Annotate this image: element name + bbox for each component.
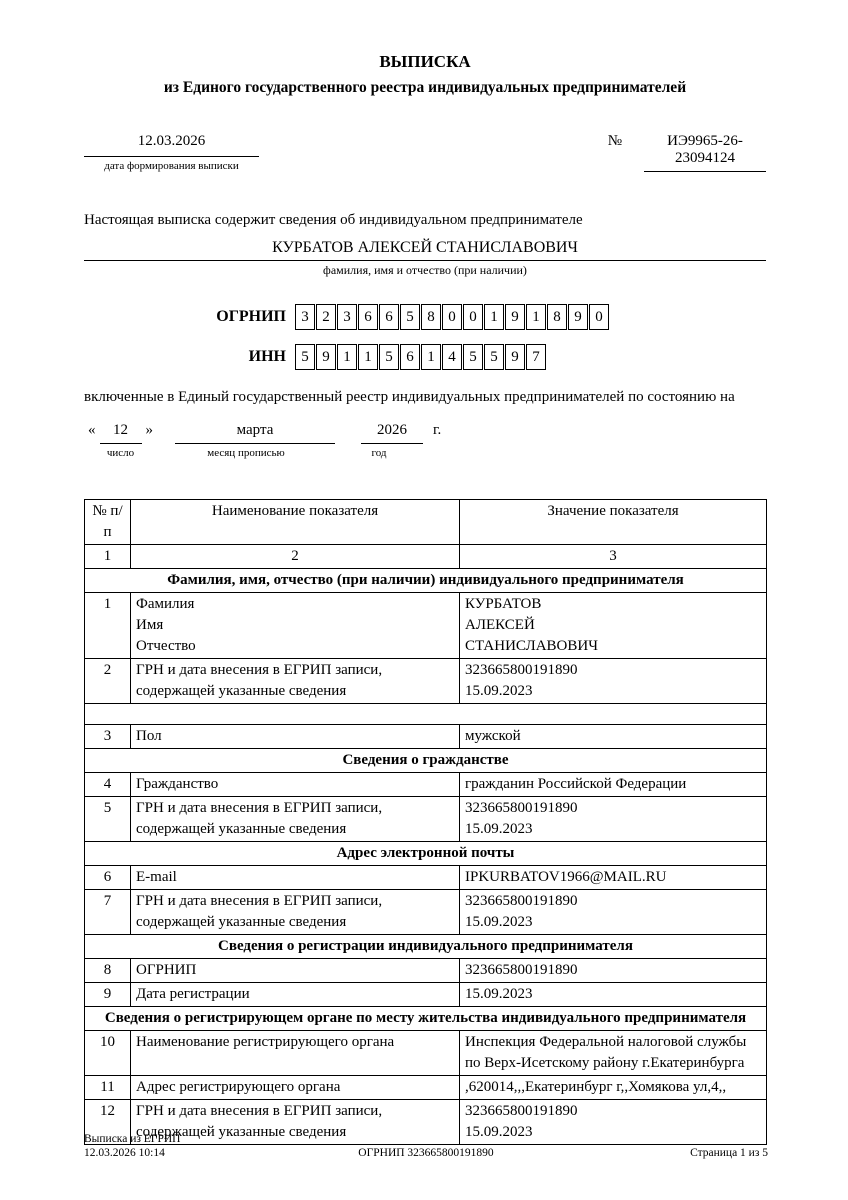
row-number: 9: [85, 983, 131, 1007]
month-value: марта: [175, 422, 335, 444]
extract-number-block: [608, 133, 766, 172]
indicator-name: ГРН и дата внесения в ЕГРИП записи, содержащей указанные сведения: [131, 890, 460, 935]
row-number: 8: [85, 959, 131, 983]
ogrnip-digit-cell: 1: [484, 304, 504, 330]
section-title: Адрес электронной почты: [85, 842, 767, 866]
table-row: [85, 797, 767, 842]
indicator-name: Дата регистрации: [131, 983, 460, 1007]
spacer-cell: [85, 704, 767, 725]
ogrnip-digit-boxes: [295, 304, 610, 330]
table-row: [85, 1031, 767, 1076]
quote-open: «: [88, 422, 96, 438]
indicator-value: 323665800191890 15.09.2023: [460, 659, 767, 704]
inn-digit-cell: 5: [484, 344, 504, 370]
year-value: 2026: [361, 422, 423, 444]
indicator-name: ГРН и дата внесения в ЕГРИП записи, содержащей указанные сведения: [131, 1100, 460, 1145]
row-number: 3: [85, 725, 131, 749]
inn-digit-cell: 5: [463, 344, 483, 370]
indicator-name: E-mail: [131, 866, 460, 890]
row-number: 1: [85, 593, 131, 659]
row-number: 2: [85, 659, 131, 704]
table-row: [85, 983, 767, 1007]
footer-page-number: Страница 1 из 5: [690, 1147, 768, 1160]
indicator-value: 323665800191890 15.09.2023: [460, 1100, 767, 1145]
ogrnip-digit-cell: 1: [526, 304, 546, 330]
indicator-value: мужской: [460, 725, 767, 749]
month-group: [157, 422, 335, 459]
indicator-value: 323665800191890 15.09.2023: [460, 797, 767, 842]
indicator-name: Пол: [131, 725, 460, 749]
row-number: 10: [85, 1031, 131, 1076]
page-title: ВЫПИСКА: [379, 52, 471, 71]
row-number: 6: [85, 866, 131, 890]
table-row: [85, 890, 767, 935]
included-text: включенные в Единый государственный реестр индивидуальных предпринимателей по состоянию на: [84, 389, 735, 405]
month-label: месяц прописью: [207, 447, 285, 459]
inn-digit-cell: 7: [526, 344, 546, 370]
section-title: Сведения о регистрирующем органе по месту жительства индивидуального предпринимателя: [85, 1007, 767, 1031]
col-number-2: 2: [131, 545, 460, 569]
indicator-value: 15.09.2023: [460, 983, 767, 1007]
indicator-name: Адрес регистрирующего органа: [131, 1076, 460, 1100]
inn-digit-cell: 5: [379, 344, 399, 370]
indicator-name: ГРН и дата внесения в ЕГРИП записи, содержащей указанные сведения: [131, 659, 460, 704]
inn-label: ИНН: [248, 348, 286, 365]
details-table: [84, 499, 767, 1145]
day-value: 12: [100, 422, 142, 444]
table-row: [85, 725, 767, 749]
ogrnip-digit-cell: 3: [337, 304, 357, 330]
number-sign: №: [607, 133, 622, 149]
inn-digit-cell: 1: [337, 344, 357, 370]
row-number: 12: [85, 1100, 131, 1145]
date-in-words: [84, 422, 766, 459]
indicator-name: ГРН и дата внесения в ЕГРИП записи, содержащей указанные сведения: [131, 797, 460, 842]
row-number: 4: [85, 773, 131, 797]
table-row: [85, 593, 767, 659]
table-row: [85, 959, 767, 983]
row-number: 5: [85, 797, 131, 842]
ogrnip-digit-cell: 6: [358, 304, 378, 330]
footer-ogrnip: ОГРНИП 323665800191890: [358, 1147, 494, 1160]
table-row: [85, 773, 767, 797]
ogrnip-digit-cell: 8: [547, 304, 567, 330]
col-header-name: Наименование показателя: [131, 500, 460, 545]
table-header-row: [85, 500, 767, 545]
section-row: [85, 842, 767, 866]
page-footer: [84, 1132, 768, 1161]
inn-digit-boxes: [295, 344, 547, 370]
section-row: [85, 1007, 767, 1031]
inn-digit-cell: 9: [505, 344, 525, 370]
inn-digit-cell: 4: [442, 344, 462, 370]
col-number-1: 1: [85, 545, 131, 569]
indicator-value: 323665800191890 15.09.2023: [460, 890, 767, 935]
ogrnip-digit-cell: 9: [505, 304, 525, 330]
inn-digit-cell: 1: [421, 344, 441, 370]
inn-digit-cell: 9: [316, 344, 336, 370]
extract-number: ИЭ9965-26-23094124: [644, 133, 766, 172]
page-subtitle: из Единого государственного реестра индивидуальных предпринимателей: [163, 79, 687, 96]
indicator-value: Инспекция Федеральной налоговой службы по Верх-Исетскому району г.Екатеринбурга: [460, 1031, 767, 1076]
table-row: [85, 659, 767, 704]
table-row: [85, 1076, 767, 1100]
indicator-name: Наименование регистрирующего органа: [131, 1031, 460, 1076]
inn-digit-cell: 5: [295, 344, 315, 370]
entrepreneur-name-block: [84, 239, 766, 278]
year-group: [335, 422, 423, 459]
ogrnip-digit-cell: 5: [400, 304, 420, 330]
ogrnip-label: ОГРНИП: [216, 308, 286, 325]
indicator-value: КУРБАТОВ АЛЕКСЕЙ СТАНИСЛАВОВИЧ: [460, 593, 767, 659]
col-header-value: Значение показателя: [460, 500, 767, 545]
spacer-row: [85, 704, 767, 725]
row-number: 11: [85, 1076, 131, 1100]
indicator-name: Гражданство: [131, 773, 460, 797]
year-suffix: г.: [433, 422, 442, 438]
section-row: [85, 569, 767, 593]
section-row: [85, 749, 767, 773]
section-title: Сведения о гражданстве: [85, 749, 767, 773]
ogrnip-digit-cell: 8: [421, 304, 441, 330]
section-row: [85, 935, 767, 959]
ogrnip-digit-cell: 0: [442, 304, 462, 330]
column-numbers-row: [85, 545, 767, 569]
meta-row: [84, 133, 766, 172]
ogrnip-digit-cell: 3: [295, 304, 315, 330]
ogrnip-digit-cell: 0: [589, 304, 609, 330]
footer-left: [84, 1132, 312, 1161]
day-label: число: [106, 447, 135, 459]
indicator-value: IPKURBATOV1966@MAIL.RU: [460, 866, 767, 890]
ogrnip-digit-cell: 2: [316, 304, 336, 330]
entrepreneur-name-label: фамилия, имя и отчество (при наличии): [323, 263, 527, 277]
col-number-3: 3: [460, 545, 767, 569]
indicator-name: ОГРНИП: [131, 959, 460, 983]
ogrnip-digit-cell: 0: [463, 304, 483, 330]
extract-date-label: дата формирования выписки: [104, 160, 239, 172]
extract-date-block: [84, 133, 259, 172]
footer-doc-type: Выписка из ЕГРИП: [84, 1133, 181, 1145]
ogrnip-digit-cell: 9: [568, 304, 588, 330]
inn-row: [202, 344, 766, 370]
extract-date: 12.03.2026: [84, 133, 259, 157]
indicator-value: 323665800191890: [460, 959, 767, 983]
entrepreneur-name: КУРБАТОВ АЛЕКСЕЙ СТАНИСЛАВОВИЧ: [84, 239, 766, 261]
intro-line: Настоящая выписка содержит сведения об индивидуальном предпринимателе: [84, 212, 583, 228]
indicator-value: ,620014,,,Екатеринбург г,,Хомякова ул,4,,: [460, 1076, 767, 1100]
inn-digit-cell: 1: [358, 344, 378, 370]
year-label: год: [371, 447, 387, 459]
indicator-name: Фамилия Имя Отчество: [131, 593, 460, 659]
quote-close: »: [145, 422, 153, 438]
footer-datetime: 12.03.2026 10:14: [84, 1147, 165, 1160]
ogrnip-row: [202, 304, 766, 330]
section-title: Фамилия, имя, отчество (при наличии) индивидуального предпринимателя: [85, 569, 767, 593]
section-title: Сведения о регистрации индивидуального предпринимателя: [85, 935, 767, 959]
table-row: [85, 866, 767, 890]
inn-digit-cell: 6: [400, 344, 420, 370]
col-header-num: № п/п: [85, 500, 131, 545]
day-group: [100, 422, 142, 459]
ogrnip-digit-cell: 6: [379, 304, 399, 330]
row-number: 7: [85, 890, 131, 935]
indicator-value: гражданин Российской Федерации: [460, 773, 767, 797]
